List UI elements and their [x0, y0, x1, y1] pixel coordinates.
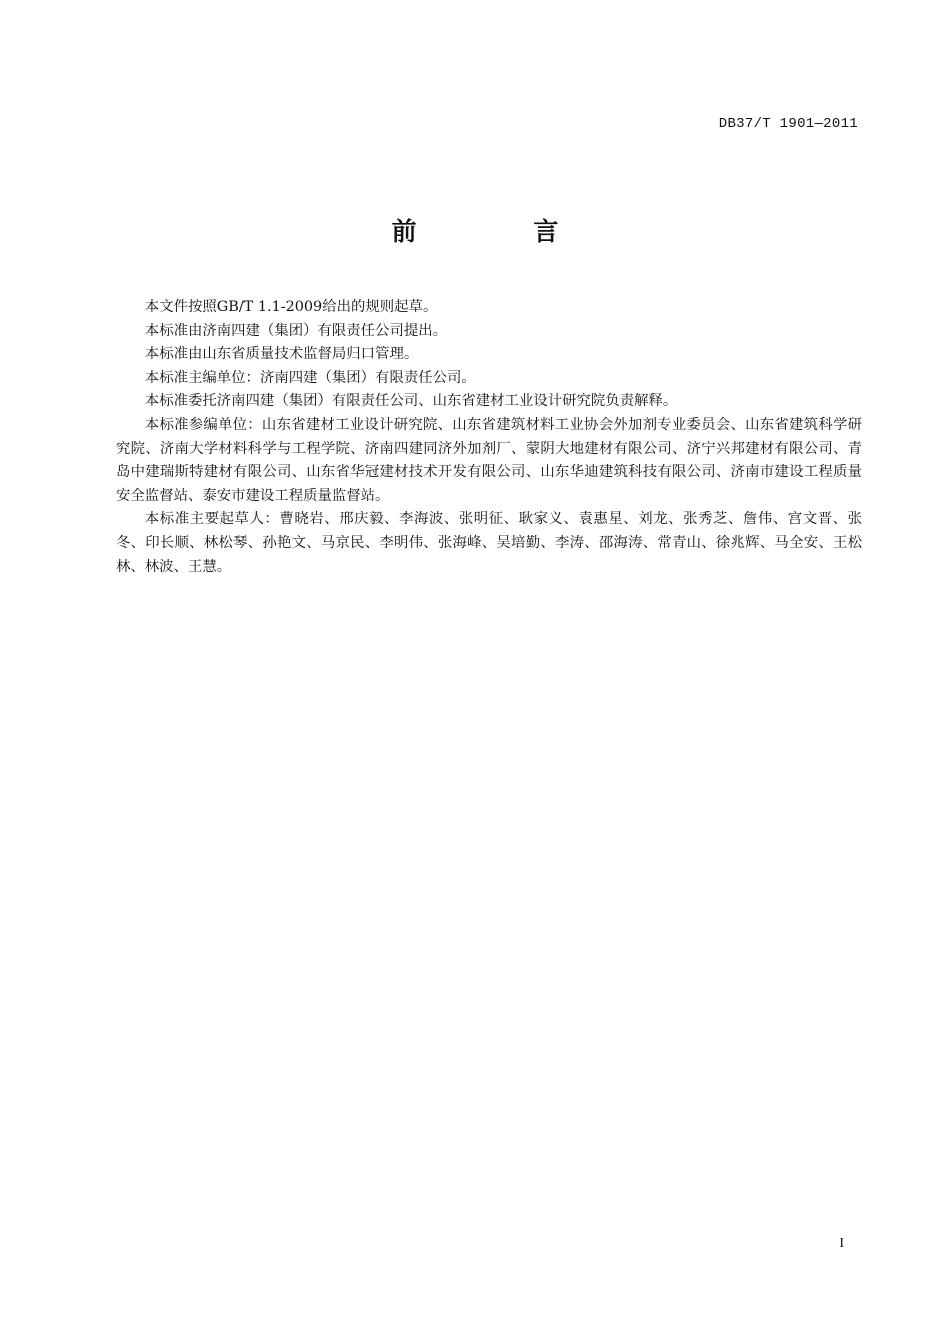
document-code: DB37/T 1901—2011	[718, 116, 858, 132]
paragraph-chief-editor: 本标准主编单位：济南四建（集团）有限责任公司。	[144, 369, 476, 386]
paragraph-administrator: 本标准由山东省质量技术监督局归口管理。	[144, 346, 419, 363]
paragraph-interpretation: 本标准委托济南四建（集团）有限责任公司、山东省建材工业设计研究院负责解释。	[144, 393, 678, 410]
paragraph-main-drafters: 本标准主要起草人：曹晓岩、邢庆毅、李海波、张明征、耿家义、袁惠星、刘龙、张秀芝、詹伟、宫文晋、张冬、印长顺、林松琴、孙艳文、马京民、李明伟、张海峰、吴培勤、李涛、邵海涛、常青山、徐兆辉、马全安、王松林、林波、王慧。	[116, 511, 862, 575]
page-title: 前 言	[391, 217, 613, 246]
page-number: I	[839, 1236, 844, 1251]
paragraph-drafting-rules: 本文件按照GB/T 1.1-2009给出的规则起草。	[144, 299, 438, 315]
paragraph-proposer: 本标准由济南四建（集团）有限责任公司提出。	[144, 322, 448, 339]
paragraph-participating-units: 本标准参编单位：山东省建材工业设计研究院、山东省建筑材料工业协会外加剂专业委员会、山东省建筑科学研究院、济南大学材料科学与工程学院、济南四建同济外加剂厂、蒙阴大地建材有限公司、济宁兴邦建材有限公司、青岛中建瑞斯特建材有限公司、山东省华冠建材技术开发有限公司、山东华迪建筑科技有限公司、济南市建设工程质量安全监督站、泰安市建设工程质量监督站。	[116, 416, 862, 504]
foreword-body	[116, 296, 862, 579]
